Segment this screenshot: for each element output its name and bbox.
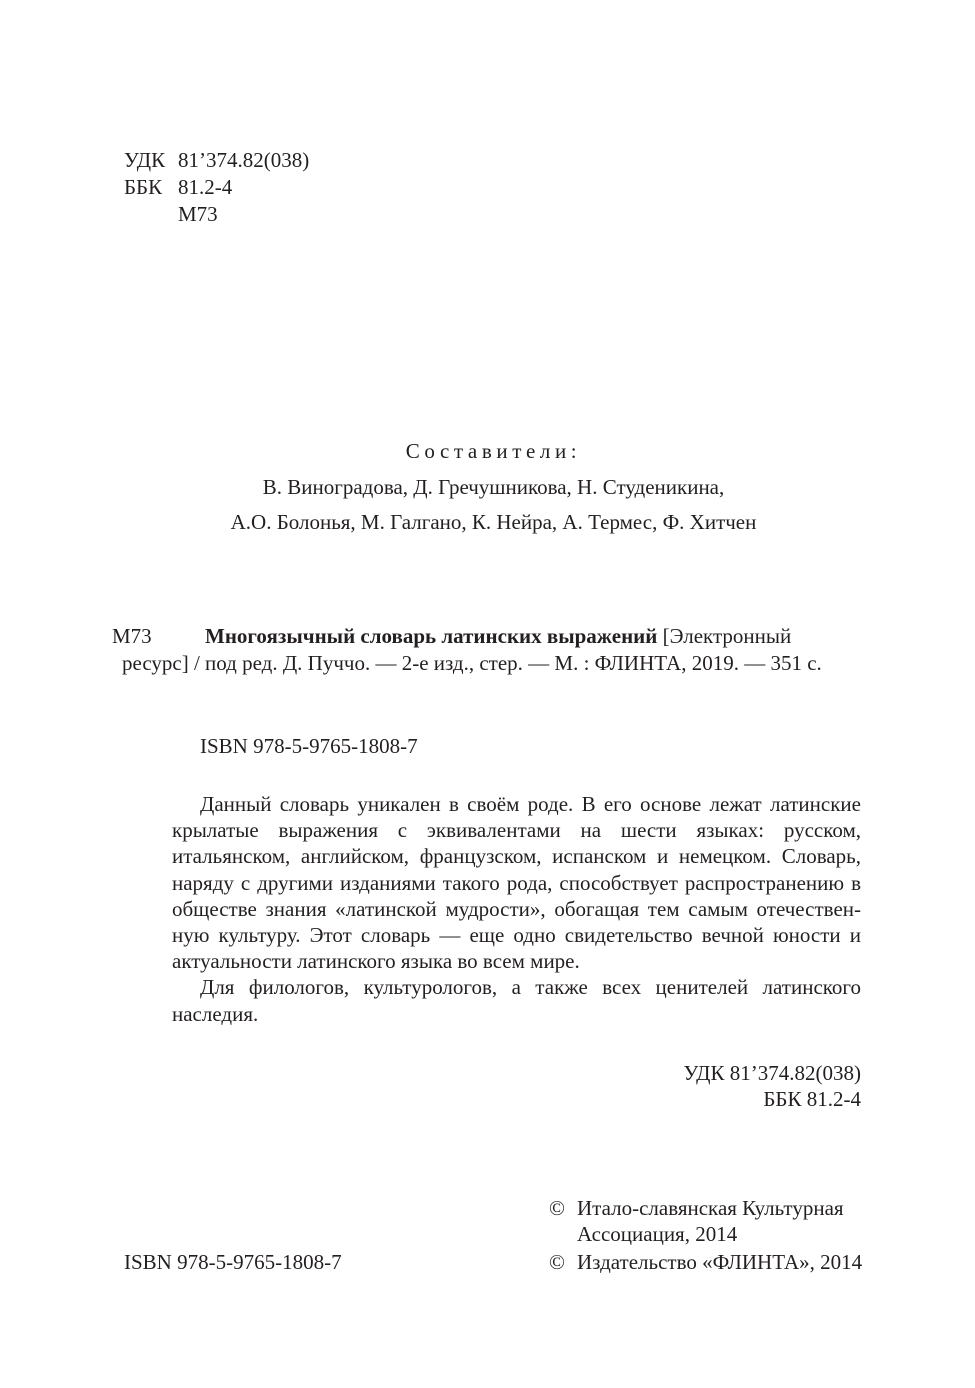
udk-label: УДК xyxy=(124,148,166,172)
copyright-symbol: © xyxy=(549,1250,565,1274)
bbk-label: ББК xyxy=(124,175,163,199)
bib-author-sign: М73 xyxy=(112,624,152,648)
compilers-names-line1: В. Виноградова, Д. Гречушникова, Н. Студеникина, xyxy=(262,475,725,499)
book-title: Многоязычный словарь латинских выражений xyxy=(205,624,658,648)
annotation-paragraph-1: Данный словарь уникален в своём роде. В его основе лежат латинские крылатые выражения с эквивалентами на шести языках: русском, итальянском, английском, французском, испанском и немецком. Словарь, наряду с другими изданиями такого рода, способствует распространению в обществе знания «латинской мудрости», обогащая тем самым отечествен-ную культуру. Этот словарь — еще одно свидетельство вечной юности и актуальности латинского языка во всем мире. xyxy=(172,792,861,974)
copyright-holder-1-line2: Ассоциация, 2014 xyxy=(577,1222,738,1246)
copyright-symbol: © xyxy=(549,1196,565,1220)
bib-record-line1 xyxy=(205,623,791,650)
compilers-title: Составители: xyxy=(405,439,582,463)
udk-value: 81’374.82(038) xyxy=(178,148,310,172)
copyright-holder-2: Издательство «ФЛИНТА», 2014 xyxy=(577,1250,863,1274)
copyright-holder-1-line1: Итало-славянская Культурная xyxy=(577,1196,844,1220)
bib-resource-type: [Электронный xyxy=(657,624,792,648)
compilers-names-line2: А.О. Болонья, М. Галгано, К. Нейра, А. Термес, Ф. Хитчен xyxy=(230,510,757,534)
annotation xyxy=(172,791,861,1027)
bbk-bottom: ББК 81.2-4 xyxy=(763,1087,861,1111)
bbk-value: 81.2-4 xyxy=(178,175,233,199)
author-sign: М73 xyxy=(178,202,218,226)
isbn-bottom: ISBN 978-5-9765-1808-7 xyxy=(124,1250,342,1274)
isbn: ISBN 978-5-9765-1808-7 xyxy=(200,734,418,758)
udk-bottom: УДК 81’374.82(038) xyxy=(683,1061,861,1085)
bib-record-line2: ресурс] / под ред. Д. Пуччо. — 2-е изд., стер. — М. : ФЛИНТА, 2019. — 351 с. xyxy=(122,651,822,675)
annotation-paragraph-2: Для филологов, культурологов, а также всех ценителей латинского наследия. xyxy=(172,975,861,1026)
